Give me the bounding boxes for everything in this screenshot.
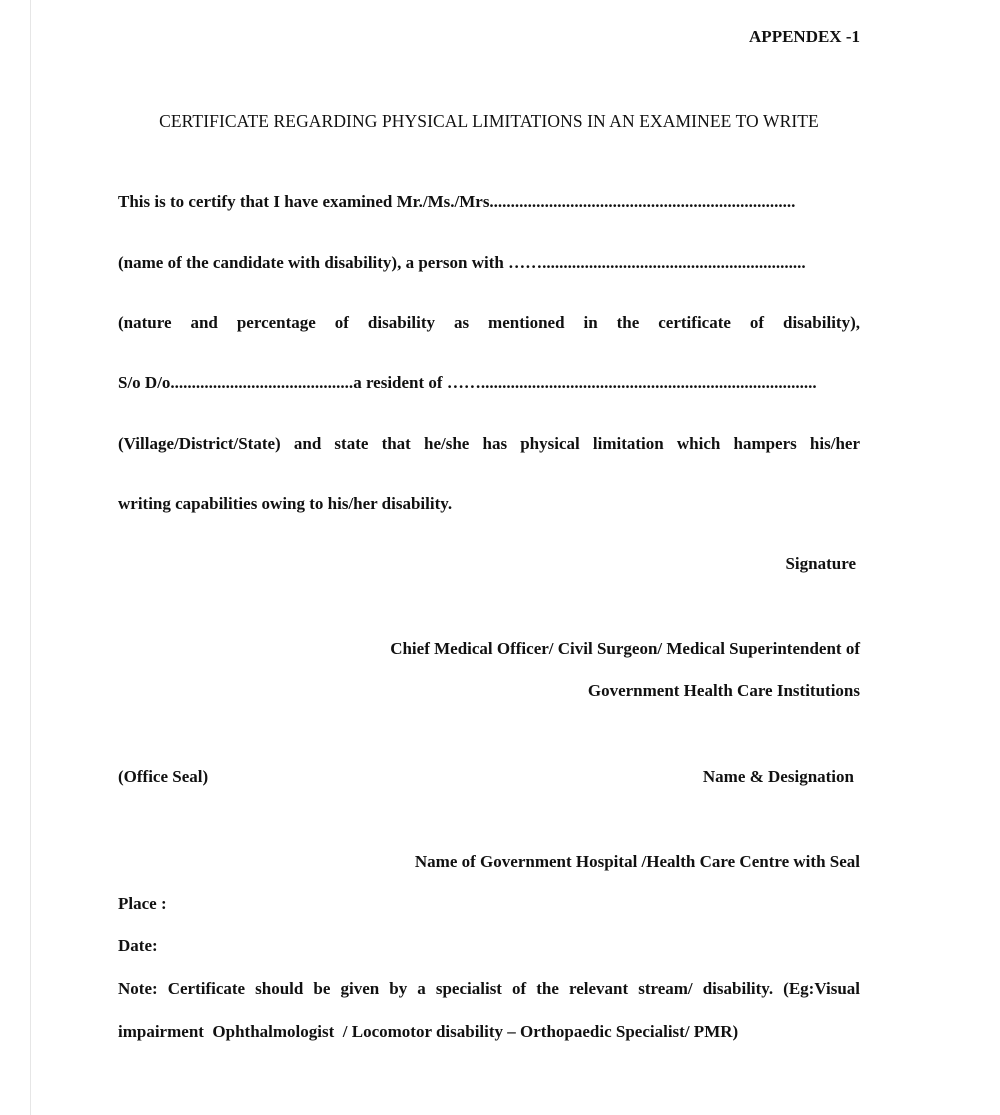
body-line-5: (Village/District/State) and state that he/she has physical limitation which hampers his/her: [118, 434, 860, 453]
certificate-page: [118, 0, 860, 1115]
body-line-3: (nature and percentage of disability as mentioned in the certificate of disability),: [118, 313, 860, 332]
note-line-1: Note: Certificate should be given by a specialist of the relevant stream/ disability. (Eg:Visual: [118, 979, 860, 998]
certificate-title: CERTIFICATE REGARDING PHYSICAL LIMITATIONS IN AN EXAMINEE TO WRITE: [159, 111, 819, 131]
son-daughter-of-field: S/o D/o...........................................: [118, 373, 354, 392]
body-line-2: (name of the candidate with disability), a person with ……..............................................................: [118, 253, 806, 272]
page-edge-divider: [30, 0, 31, 1115]
signature-label: Signature: [785, 554, 856, 573]
resident-of-field: a resident of ……...............................................................................: [353, 373, 817, 392]
body-line-4: [118, 372, 860, 394]
appendix-label: APPENDEX -1: [749, 27, 860, 46]
note-line-2: impairment Ophthalmologist / Locomotor disability – Orthopaedic Specialist/ PMR): [118, 1022, 739, 1041]
body-line-6: writing capabilities owing to his/her disability.: [118, 494, 453, 513]
name-designation-label: Name & Designation: [702, 767, 854, 786]
place-label: Place :: [118, 894, 167, 913]
body-line-1: This is to certify that I have examined Mr./Ms./Mrs........................................................................: [118, 192, 796, 211]
date-label: Date:: [118, 936, 158, 955]
officer-title-line-1: Chief Medical Officer/ Civil Surgeon/ Medical Superintendent of: [390, 639, 860, 658]
hospital-name-label: Name of Government Hospital /Health Care Centre with Seal: [414, 852, 860, 871]
office-seal-label: (Office Seal): [118, 767, 209, 786]
officer-title-line-2: Government Health Care Institutions: [587, 681, 860, 700]
